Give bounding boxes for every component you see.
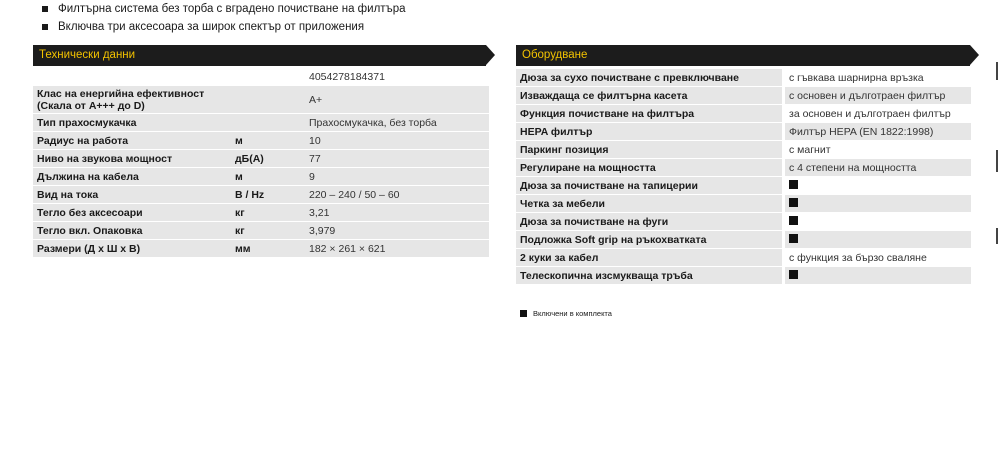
header-arrow-icon (486, 45, 495, 65)
equipment-row-value (785, 231, 971, 249)
tech-row (33, 240, 489, 258)
tech-row-label: Размери (Д х Ш х В) (33, 240, 231, 258)
tech-row-unit: м (231, 168, 305, 186)
equipment-row (516, 87, 971, 105)
tech-row-value: 10 (305, 132, 489, 150)
tech-row (33, 86, 489, 114)
tech-row-value: 77 (305, 150, 489, 168)
tech-row (33, 150, 489, 168)
equipment-header (516, 45, 981, 66)
equipment-row-value (785, 213, 971, 231)
equipment-title: Оборудване (522, 49, 588, 61)
tech-row-value: Прахосмукачка, без торба (305, 114, 489, 132)
tech-row-value: 3,21 (305, 204, 489, 222)
included-square-icon (789, 180, 798, 189)
bullet-square-icon (42, 24, 48, 30)
bullet-square-icon (42, 6, 48, 12)
included-square-icon (789, 198, 798, 207)
included-square-icon (789, 234, 798, 243)
equipment-row (516, 213, 971, 231)
tech-row-value: 9 (305, 168, 489, 186)
tech-row-value: 182 × 261 × 621 (305, 240, 489, 258)
tech-row-unit: кг (231, 204, 305, 222)
page-edge-mark (996, 150, 998, 172)
equipment-row-label: 2 куки за кабел (516, 249, 782, 267)
legend-text: Включени в комплекта (533, 309, 612, 318)
equipment-row-label: Дюза за почистване на фуги (516, 213, 782, 231)
page-edge-mark (996, 228, 998, 244)
tech-row-label: Тегло без аксесоари (33, 204, 231, 222)
equipment-row-value: Филтър HEPA (EN 1822:1998) (785, 123, 971, 141)
equipment-table (516, 69, 971, 285)
header-arrow-icon (970, 45, 979, 65)
equipment-row-label: Паркинг позиция (516, 141, 782, 159)
tech-data-table (33, 69, 489, 258)
tech-row-label: Дължина на кабела (33, 168, 231, 186)
tech-row-unit (231, 69, 305, 86)
equipment-row-label: Дюза за почистване на тапицерии (516, 177, 782, 195)
equipment-row-label: Изваждаща се филтърна касета (516, 87, 782, 105)
tech-row-label (33, 69, 231, 86)
equipment-row (516, 105, 971, 123)
equipment-row-value (785, 177, 971, 195)
tech-row-unit (231, 114, 305, 132)
tech-row (33, 204, 489, 222)
equipment-row-label: HEPA филтър (516, 123, 782, 141)
equipment-row-label: Четка за мебели (516, 195, 782, 213)
tech-row-value: 220 – 240 / 50 – 60 (305, 186, 489, 204)
tech-row-value: 3,979 (305, 222, 489, 240)
equipment-row-value: с основен и дълготраен филтър (785, 87, 971, 105)
equipment-row (516, 159, 971, 177)
tech-data-title: Технически данни (39, 49, 136, 61)
equipment-row-value: с 4 степени на мощността (785, 159, 971, 177)
tech-row (33, 186, 489, 204)
equipment-row (516, 141, 971, 159)
equipment-row-label: Функция почистване на филтъра (516, 105, 782, 123)
feature-bullet (42, 0, 406, 18)
equipment-panel (516, 45, 981, 318)
tech-row-label: Вид на тока (33, 186, 231, 204)
equipment-row (516, 123, 971, 141)
included-square-icon (789, 270, 798, 279)
included-square-icon (520, 310, 527, 317)
included-legend (520, 309, 612, 318)
feature-bullet-text: Филтърна система без торба с вградено почистване на филтъра (58, 3, 406, 15)
feature-bullet-text: Включва три аксесоара за широк спектър от приложения (58, 21, 365, 33)
equipment-row (516, 69, 971, 87)
tech-row-label: Ниво на звукова мощност (33, 150, 231, 168)
tech-row-unit: дБ(А) (231, 150, 305, 168)
equipment-row-value: с магнит (785, 141, 971, 159)
equipment-row-label: Подложка Soft grip на ръкохватката (516, 231, 782, 249)
feature-bullet (42, 18, 406, 36)
equipment-row-label: Регулиране на мощността (516, 159, 782, 177)
tech-data-header (33, 45, 495, 66)
tech-row-value: 4054278184371 (305, 69, 489, 86)
equipment-row-value: с функция за бързо сваляне (785, 249, 971, 267)
equipment-row (516, 249, 971, 267)
tech-row (33, 114, 489, 132)
equipment-row (516, 195, 971, 213)
feature-bullets (42, 0, 406, 36)
tech-row-label: Тип прахосмукачка (33, 114, 231, 132)
page-edge-mark (996, 62, 998, 80)
equipment-row-value (785, 195, 971, 213)
tech-row (33, 168, 489, 186)
equipment-row (516, 267, 971, 285)
tech-row-unit (231, 86, 305, 114)
tech-row (33, 69, 489, 86)
equipment-row-value (785, 267, 971, 285)
tech-data-panel (33, 45, 495, 258)
tech-row-unit: мм (231, 240, 305, 258)
equipment-row-label: Телескопична изсмукваща тръба (516, 267, 782, 285)
tech-row (33, 222, 489, 240)
tech-row-label: Клас на енергийна ефективност (Скала от A+++ до D) (33, 86, 231, 114)
tech-row-value: A+ (305, 86, 489, 114)
equipment-row (516, 177, 971, 195)
equipment-row-value: за основен и дълготраен филтър (785, 105, 971, 123)
equipment-row (516, 231, 971, 249)
equipment-row-value: с гъвкава шарнирна връзка (785, 69, 971, 87)
equipment-row-label: Дюза за сухо почистване с превключване (516, 69, 782, 87)
tech-row-label: Тегло вкл. Опаковка (33, 222, 231, 240)
tech-row-label: Радиус на работа (33, 132, 231, 150)
included-square-icon (789, 216, 798, 225)
tech-row (33, 132, 489, 150)
tech-row-unit: кг (231, 222, 305, 240)
tech-row-unit: м (231, 132, 305, 150)
tech-row-unit: В / Hz (231, 186, 305, 204)
